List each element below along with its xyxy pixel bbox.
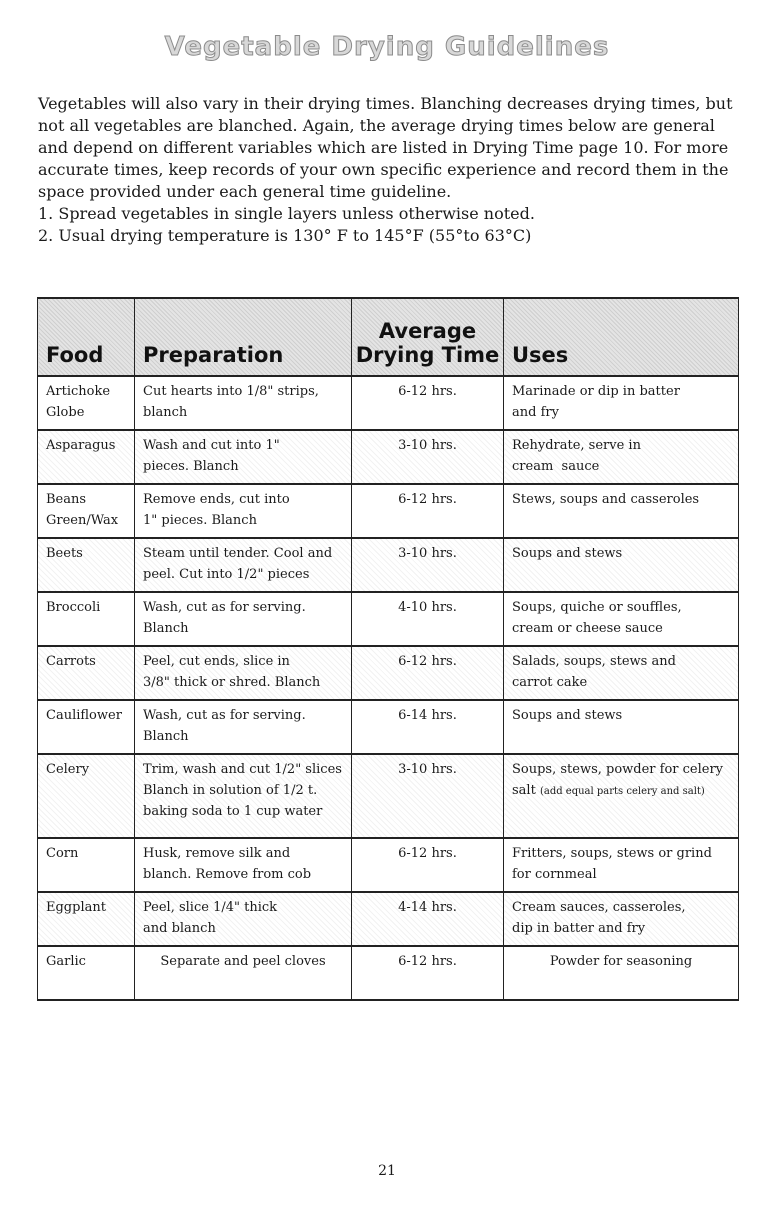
uses-cell [504, 892, 739, 946]
preparation-line: baking soda to 1 cup water [143, 804, 323, 819]
table-row-beans [38, 484, 739, 538]
intro-text [38, 93, 748, 247]
drying-time-cell: 6-14 hrs. [352, 700, 504, 754]
drying-time-cell: 6-12 hrs. [352, 946, 504, 1000]
food-name: Carrots [46, 654, 96, 669]
uses-line: Marinade or dip in batter [512, 384, 680, 399]
preparation-line: Wash and cut into 1" [143, 438, 280, 453]
preparation-line: 1" pieces. Blanch [143, 513, 257, 528]
drying-guidelines-table [37, 297, 739, 1001]
preparation-cell [135, 946, 352, 1000]
uses-line: Soups and stews [512, 708, 623, 723]
food-cell [38, 754, 135, 838]
drying-time-cell: 6-12 hrs. [352, 646, 504, 700]
food-cell [38, 838, 135, 892]
table-header-row [38, 298, 739, 376]
uses-cell [504, 376, 739, 430]
intro-paragraph: Vegetables will also vary in their drying times. Blanching decreases drying times, but not all vegetables are blanched. Again, the average drying times below are general and depend on different variables which are listed in Drying Time page 10. For more accurate times, keep records of your own specific experience and record them in the space provided under each general time guideline. [38, 94, 733, 201]
food-name: Beets [46, 546, 83, 561]
uses-cell [504, 646, 739, 700]
table-row-beets [38, 538, 739, 592]
preparation-cell [135, 892, 352, 946]
uses-line: for cornmeal [512, 867, 597, 882]
drying-time-cell: 6-12 hrs. [352, 376, 504, 430]
table-row-eggplant [38, 892, 739, 946]
drying-time-cell: 3-10 hrs. [352, 538, 504, 592]
preparation-line: Wash, cut as for serving. [143, 600, 306, 615]
preparation-line: Cut hearts into 1/8" strips, [143, 384, 319, 399]
table-row-corn [38, 838, 739, 892]
preparation-line: Peel, slice 1/4" thick [143, 900, 278, 915]
preparation-line: Separate and peel cloves [160, 954, 326, 969]
preparation-line: Husk, remove silk and [143, 846, 291, 861]
table-row-artichoke [38, 376, 739, 430]
table-row-asparagus [38, 430, 739, 484]
uses-line: Soups, stews, powder for celery [512, 762, 724, 777]
header-average-drying-time [352, 298, 504, 376]
uses-text: salt [512, 783, 536, 798]
uses-line: dip in batter and fry [512, 921, 646, 936]
table-row-carrots [38, 646, 739, 700]
food-name: Beans [46, 492, 87, 507]
drying-time-cell: 6-12 hrs. [352, 484, 504, 538]
preparation-cell [135, 646, 352, 700]
preparation-cell [135, 430, 352, 484]
table-row-celery [38, 754, 739, 838]
preparation-line: blanch. Remove from cob [143, 867, 312, 882]
intro-list-item-1: 1. Spread vegetables in single layers unless otherwise noted. [38, 204, 535, 223]
uses-line: Soups, quiche or souffles, [512, 600, 682, 615]
page-title: Vegetable Drying Guidelines [164, 32, 610, 62]
preparation-cell [135, 484, 352, 538]
food-cell [38, 376, 135, 430]
uses-line: and fry [512, 405, 559, 420]
uses-line: Rehydrate, serve in [512, 438, 641, 453]
food-cell [38, 430, 135, 484]
preparation-line: Blanch in solution of 1/2 t. [143, 783, 318, 798]
table-row-broccoli [38, 592, 739, 646]
header-food: Food [38, 298, 135, 376]
preparation-cell [135, 838, 352, 892]
food-name: Asparagus [46, 438, 116, 453]
preparation-cell [135, 754, 352, 838]
preparation-line: peel. Cut into 1/2" pieces [143, 567, 310, 582]
preparation-line: Trim, wash and cut 1/2" slices [143, 762, 342, 777]
uses-line: cream or cheese sauce [512, 621, 663, 636]
uses-line: Fritters, soups, stews or grind [512, 846, 712, 861]
preparation-line: 3/8" thick or shred. Blanch [143, 675, 321, 690]
uses-cell [504, 538, 739, 592]
food-cell [38, 892, 135, 946]
preparation-line: Peel, cut ends, slice in [143, 654, 290, 669]
intro-list-item-2: 2. Usual drying temperature is 130° F to 145°F (55°to 63°C) [38, 226, 532, 245]
food-name: Eggplant [46, 900, 106, 915]
preparation-line: pieces. Blanch [143, 459, 239, 474]
uses-cell [504, 838, 739, 892]
food-cell [38, 484, 135, 538]
drying-time-cell: 3-10 hrs. [352, 430, 504, 484]
preparation-cell [135, 700, 352, 754]
uses-cell [504, 484, 739, 538]
page-number: 21 [378, 1163, 396, 1179]
preparation-cell [135, 376, 352, 430]
food-name: Artichoke [46, 384, 111, 399]
uses-line: Soups and stews [512, 546, 623, 561]
uses-line: Stews, soups and casseroles [512, 492, 700, 507]
food-cell [38, 646, 135, 700]
uses-cell [504, 700, 739, 754]
uses-line: Cream sauces, casseroles, [512, 900, 686, 915]
preparation-cell [135, 592, 352, 646]
table-row-cauliflower [38, 700, 739, 754]
drying-time-cell: 4-10 hrs. [352, 592, 504, 646]
uses-cell [504, 754, 739, 838]
food-cell [38, 592, 135, 646]
uses-line: Powder for seasoning [549, 954, 693, 969]
uses-cell [504, 946, 739, 1000]
uses-line: carrot cake [512, 675, 588, 690]
table-row-garlic [38, 946, 739, 1000]
uses-note: (add equal parts celery and salt) [539, 786, 705, 797]
uses-cell [504, 430, 739, 484]
food-cell [38, 700, 135, 754]
drying-time-cell: 3-10 hrs. [352, 754, 504, 838]
food-cell [38, 946, 135, 1000]
preparation-line: Remove ends, cut into [143, 492, 290, 507]
drying-time-cell: 6-12 hrs. [352, 838, 504, 892]
preparation-line: Blanch [143, 621, 189, 636]
preparation-line: Steam until tender. Cool and [143, 546, 333, 561]
food-name: Broccoli [46, 600, 101, 615]
header-preparation: Preparation [135, 298, 352, 376]
preparation-line: and blanch [143, 921, 216, 936]
uses-line: cream sauce [512, 459, 600, 474]
food-variety: Green/Wax [46, 513, 119, 528]
uses-line: Salads, soups, stews and [512, 654, 676, 669]
header-time-line-2: Drying Time [355, 343, 500, 367]
preparation-line: Blanch [143, 729, 189, 744]
food-cell [38, 538, 135, 592]
food-variety: Globe [46, 405, 85, 420]
uses-line [512, 780, 738, 802]
preparation-cell [135, 538, 352, 592]
uses-cell [504, 592, 739, 646]
food-name: Corn [46, 846, 79, 861]
preparation-line: blanch [143, 405, 188, 420]
drying-time-cell: 4-14 hrs. [352, 892, 504, 946]
header-uses: Uses [504, 298, 739, 376]
food-name: Cauliflower [46, 708, 122, 723]
food-name: Celery [46, 762, 90, 777]
preparation-line: Wash, cut as for serving. [143, 708, 306, 723]
header-time-line-1: Average [378, 319, 477, 343]
food-name: Garlic [46, 954, 86, 969]
